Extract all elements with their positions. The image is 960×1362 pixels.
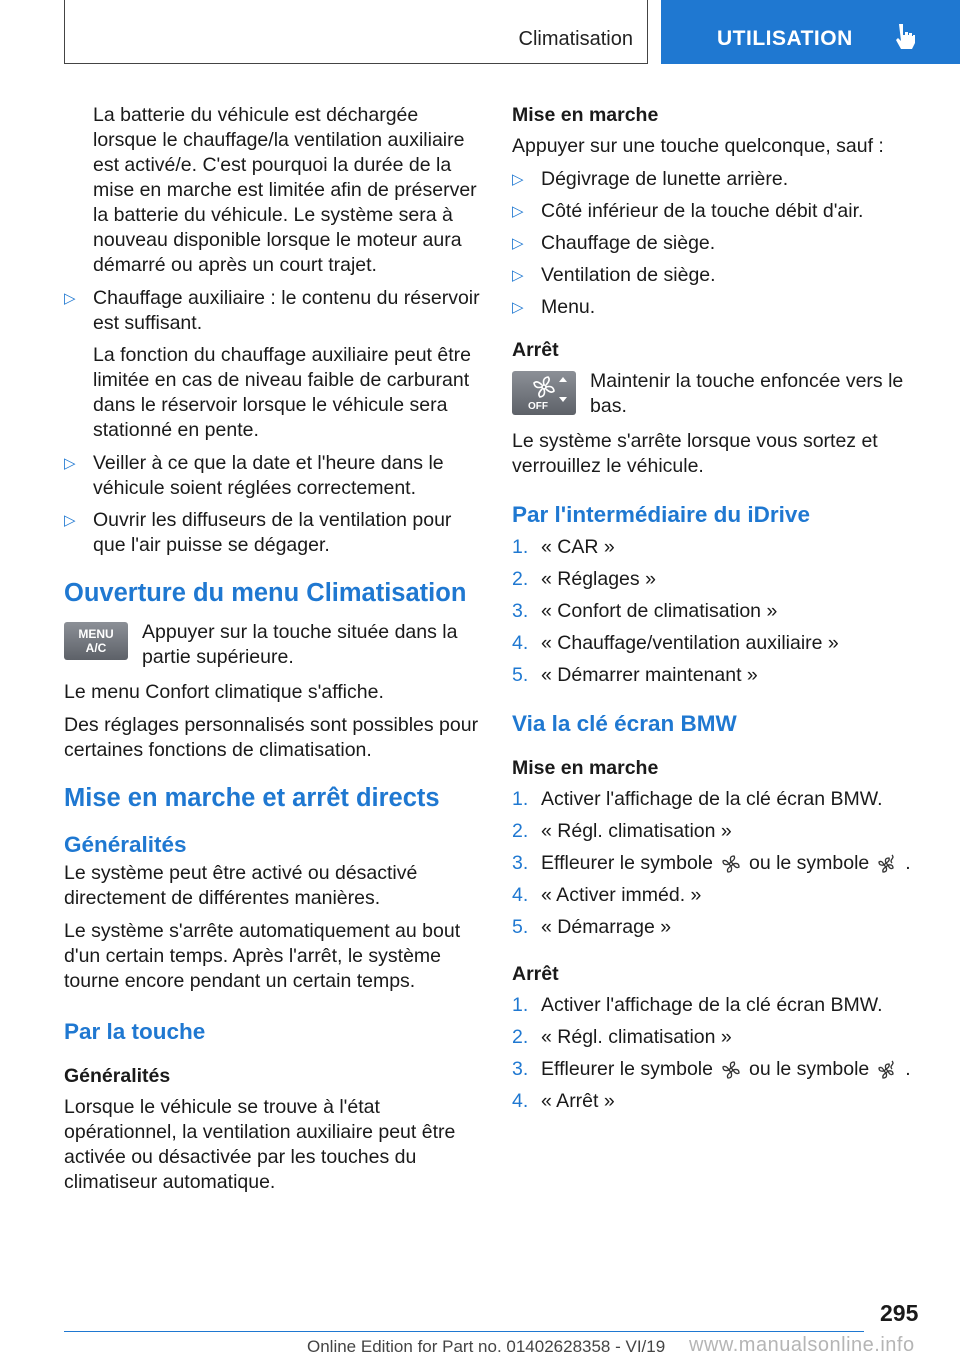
off-label: OFF bbox=[528, 401, 548, 412]
step-text: . bbox=[905, 1058, 911, 1080]
list-item bbox=[512, 851, 912, 876]
step-number: 3. bbox=[512, 1058, 529, 1080]
start-exceptions-list bbox=[512, 167, 912, 320]
idrive-steps-list bbox=[512, 535, 912, 688]
list-item bbox=[512, 787, 912, 812]
step-text: « CAR » bbox=[541, 536, 615, 558]
step-number: 5. bbox=[512, 916, 529, 938]
triangle-bullet-icon: ▷ bbox=[512, 171, 524, 188]
fan-outline-icon bbox=[721, 854, 741, 874]
step-text: . bbox=[905, 852, 911, 874]
list-item bbox=[64, 451, 482, 501]
fan-key-text: Maintenir la touche enfoncée vers le bas. bbox=[590, 370, 904, 417]
heading-direct: Mise en marche et arrêt directs bbox=[64, 784, 440, 812]
fan-key-row bbox=[512, 369, 912, 419]
paragraph: Des réglages personnalisés sont possibles pour certaines fonctions de climatisation. bbox=[64, 714, 479, 761]
step-text: ou le symbole bbox=[748, 852, 870, 874]
step-number: 2. bbox=[512, 1026, 529, 1048]
list-item bbox=[512, 915, 912, 940]
step-number: 3. bbox=[512, 852, 529, 874]
step-number: 1. bbox=[512, 536, 529, 558]
fan-outline-icon bbox=[721, 1060, 741, 1080]
list-item-text: Ouvrir les diffuseurs de la ventilation pour que l'air puisse se dégager. bbox=[93, 509, 452, 556]
step-text: Effleurer le symbole bbox=[541, 1058, 713, 1080]
fuel-paragraph: La fonction du chauffage auxiliaire peut être limitée en cas de niveau faible de carburant dans le réservoir lorsque le véhicule sera stationné en pente. bbox=[93, 344, 471, 441]
list-item-text: Chauffage auxiliaire : le contenu du réservoir est suffisant. bbox=[93, 287, 480, 334]
list-item bbox=[512, 883, 912, 908]
heading-key: Via la clé écran BMW bbox=[512, 711, 737, 736]
paragraph: Le système s'arrête lorsque vous sortez et verrouillez le véhicule. bbox=[512, 430, 878, 477]
list-item bbox=[512, 1089, 912, 1114]
list-item bbox=[512, 263, 912, 288]
watermark: www.manualsonline.info bbox=[689, 1334, 915, 1356]
list-item-text: Côté inférieur de la touche débit d'air. bbox=[541, 200, 864, 222]
fan-heat-icon bbox=[877, 1060, 897, 1080]
step-text: « Régl. climatisation » bbox=[541, 820, 732, 842]
triangle-bullet-icon: ▷ bbox=[512, 299, 524, 316]
step-number: 4. bbox=[512, 1090, 529, 1112]
list-item bbox=[512, 993, 912, 1018]
step-text: « Chauffage/ventilation auxiliaire » bbox=[541, 632, 839, 654]
paragraph: Le système s'arrête automatiquement au bout d'un certain temps. Après l'arrêt, le système tourne encore pendant un certain temps. bbox=[64, 920, 461, 992]
minor-heading-general: Généralités bbox=[64, 1065, 171, 1087]
step-number: 1. bbox=[512, 994, 529, 1016]
paragraph: Le système peut être activé ou désactivé directement de différentes manières. bbox=[64, 862, 418, 909]
menu-key-label: MENU bbox=[78, 627, 114, 641]
list-item bbox=[512, 1025, 912, 1050]
list-item bbox=[512, 1057, 912, 1082]
chapter-tab bbox=[661, 0, 960, 64]
menu-key-row bbox=[64, 620, 482, 670]
step-number: 5. bbox=[512, 664, 529, 686]
triangle-bullet-icon: ▷ bbox=[64, 455, 76, 472]
list-item bbox=[512, 199, 912, 224]
subheading-touche: Par la touche bbox=[64, 1019, 206, 1044]
menu-ac-key-icon bbox=[64, 622, 128, 660]
step-number: 3. bbox=[512, 600, 529, 622]
menu-key-text: Appuyer sur la touche située dans la partie supérieure. bbox=[142, 621, 458, 668]
hand-pointer-icon bbox=[894, 22, 916, 50]
list-item-text: Ventilation de siège. bbox=[541, 264, 716, 286]
step-text: « Régl. climatisation » bbox=[541, 1026, 732, 1048]
list-item bbox=[512, 567, 912, 592]
edition-text: Online Edition for Part no. 01402628358 - VI/19 bbox=[307, 1337, 666, 1356]
step-text: « Réglages » bbox=[541, 568, 656, 590]
minor-heading-start: Mise en marche bbox=[512, 104, 659, 126]
triangle-bullet-icon: ▷ bbox=[64, 512, 76, 529]
list-item bbox=[512, 631, 912, 656]
fan-icon bbox=[512, 371, 576, 415]
triangle-bullet-icon: ▷ bbox=[64, 290, 76, 307]
section-title: Climatisation bbox=[518, 28, 633, 50]
triangle-bullet-icon: ▷ bbox=[512, 267, 524, 284]
list-item-text: Veiller à ce que la date et l'heure dans le véhicule soient réglées correctement. bbox=[93, 452, 444, 499]
list-item bbox=[512, 599, 912, 624]
triangle-bullet-icon: ▷ bbox=[512, 203, 524, 220]
fan-heat-icon bbox=[877, 854, 897, 874]
list-item bbox=[512, 167, 912, 192]
list-item-text: Menu. bbox=[541, 296, 596, 318]
list-item-text: Dégivrage de lunette arrière. bbox=[541, 168, 789, 190]
list-item bbox=[64, 286, 482, 336]
minor-heading-key-start: Mise en marche bbox=[512, 757, 659, 779]
paragraph: Lorsque le véhicule se trouve à l'état opérationnel, la ventilation auxiliaire peut être activée ou désactivée par les touches du climatiseur automatique. bbox=[64, 1096, 456, 1193]
step-text: « Arrêt » bbox=[541, 1090, 615, 1112]
step-text: Activer l'affichage de la clé écran BMW. bbox=[541, 994, 883, 1016]
ac-key-label: A/C bbox=[85, 641, 107, 655]
minor-heading-key-stop: Arrêt bbox=[512, 963, 559, 985]
list-item-text: Chauffage de siège. bbox=[541, 232, 716, 254]
minor-heading-stop: Arrêt bbox=[512, 339, 559, 361]
paragraph: Le menu Confort climatique s'affiche. bbox=[64, 681, 384, 703]
page-number: 295 bbox=[880, 1300, 919, 1326]
left-column bbox=[64, 103, 482, 1203]
step-text: « Démarrer maintenant » bbox=[541, 664, 758, 686]
step-number: 4. bbox=[512, 884, 529, 906]
subheading-general: Généralités bbox=[64, 832, 187, 857]
step-text: Effleurer le symbole bbox=[541, 852, 713, 874]
fan-off-key-icon bbox=[512, 371, 576, 415]
list-item bbox=[512, 231, 912, 256]
step-text: « Démarrage » bbox=[541, 916, 672, 938]
list-item bbox=[64, 508, 482, 558]
list-item bbox=[512, 295, 912, 320]
step-number: 1. bbox=[512, 788, 529, 810]
list-item bbox=[512, 663, 912, 688]
step-text: « Activer imméd. » bbox=[541, 884, 702, 906]
step-number: 4. bbox=[512, 632, 529, 654]
battery-paragraph: La batterie du véhicule est déchargée lorsque le chauffage/la ventilation auxiliaire est activé/e. C'est pourquoi la durée de la mise en marche est limitée afin de préserver la batterie du véhicule. Le système sera à nouveau disponible lorsque le moteur aura démarré ou après un court trajet. bbox=[93, 104, 477, 276]
heading-idrive: Par l'intermédiaire du iDrive bbox=[512, 502, 810, 527]
list-item bbox=[512, 535, 912, 560]
list-item bbox=[512, 819, 912, 844]
right-column bbox=[512, 103, 912, 1121]
paragraph: Appuyer sur une touche quelconque, sauf : bbox=[512, 135, 884, 157]
header-section-box bbox=[64, 0, 648, 64]
step-text: « Confort de climatisation » bbox=[541, 600, 778, 622]
step-number: 2. bbox=[512, 568, 529, 590]
chapter-label: UTILISATION bbox=[717, 27, 853, 50]
triangle-bullet-icon: ▷ bbox=[512, 235, 524, 252]
step-text: Activer l'affichage de la clé écran BMW. bbox=[541, 788, 883, 810]
heading-menu: Ouverture du menu Climatisation bbox=[64, 579, 467, 607]
step-text: ou le symbole bbox=[748, 1058, 870, 1080]
step-number: 2. bbox=[512, 820, 529, 842]
footer-divider bbox=[64, 1331, 864, 1332]
